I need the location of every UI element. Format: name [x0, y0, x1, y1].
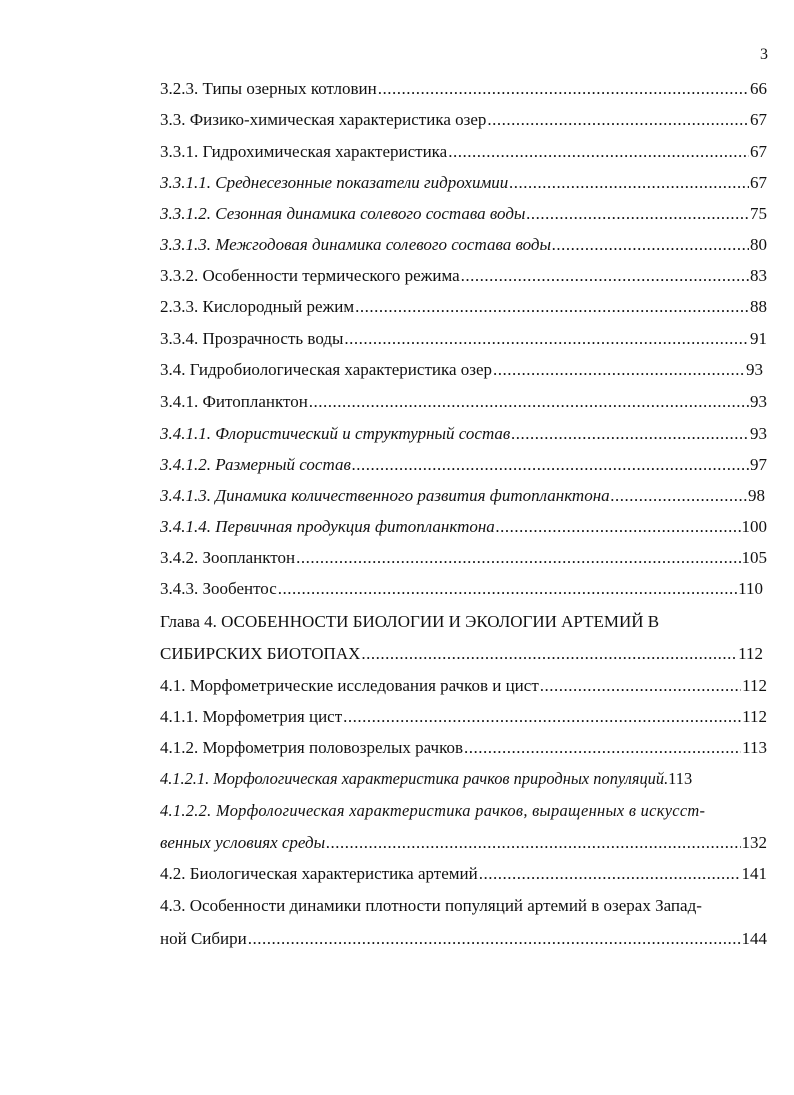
toc-entry-title: 3.3. Физико-химическая характеристика озер [160, 110, 487, 129]
toc-entry-3-3-1-3 [160, 235, 767, 255]
toc-entry-chapter-4-line-1 [160, 612, 767, 632]
toc-entry-page: 93 [750, 424, 767, 443]
dot-leader [378, 79, 749, 99]
toc-entry-title: 2.3.3. Кислородный режим [160, 297, 355, 316]
toc-entry-3-3-1 [160, 142, 767, 162]
toc-entry-4-1 [160, 676, 767, 696]
dot-leader [352, 455, 749, 475]
toc-entry-page: 97 [750, 455, 767, 474]
toc-entry-title: 4.2. Биологическая характеристика артемий [160, 864, 478, 883]
toc-entry-title: 3.4.3. Зообентос [160, 579, 277, 598]
toc-entry-4-1-2-1 [160, 769, 775, 789]
toc-entry-page: 110 [738, 579, 763, 598]
toc-entry-3-4-2 [160, 548, 767, 568]
toc-entry-page: 93 [750, 392, 767, 411]
dot-leader [496, 517, 741, 537]
toc-entry-title: 4.1.2.1. Морфологическая характеристика рачков природных популяций. [160, 769, 669, 788]
toc-entry-title: 3.3.1. Гидрохимическая характеристика [160, 142, 448, 161]
dot-leader [479, 864, 741, 884]
toc-entry-title: 3.4.2. Зоопланктон [160, 548, 296, 567]
dot-leader [326, 833, 740, 853]
dot-leader [487, 110, 749, 130]
toc-entry-3-4-1-1 [160, 424, 767, 444]
toc-entry-3-3-1-2 [160, 204, 767, 224]
dot-leader [296, 548, 740, 568]
toc-entry-page: 66 [750, 79, 767, 98]
toc-entry-4-1-2-2-line-1 [160, 801, 774, 821]
dot-leader [511, 424, 749, 444]
toc-entry-page: 98 [748, 486, 765, 505]
toc-entry-page: 132 [741, 833, 767, 852]
dot-leader [611, 486, 747, 506]
toc-entry-page: 112 [742, 676, 767, 695]
toc-entry-page: 112 [742, 707, 767, 726]
dot-leader [552, 235, 749, 255]
dot-leader [278, 579, 737, 599]
toc-entry-title: 3.4.1.3. Динамика количественного развития фитопланктона [160, 486, 610, 505]
toc-entry-title: ной Сибири [160, 929, 247, 948]
toc-entry-title: 3.4.1. Фитопланктон [160, 392, 308, 411]
toc-entry-page: 67 [750, 142, 767, 161]
toc-entry-4-3-line-2 [160, 929, 767, 949]
toc-entry-title: венных условиях среды [160, 833, 326, 852]
dot-leader [343, 707, 741, 727]
toc-entry-title: 3.3.1.2. Сезонная динамика солевого состава воды [160, 204, 526, 223]
dot-leader [493, 360, 745, 380]
toc-entry-3-4-3 [160, 579, 763, 599]
toc-entry-3-3-2 [160, 266, 767, 286]
toc-entry-title: 3.4.1.2. Размерный состав [160, 455, 351, 474]
toc-entry-title: 4.3. Особенности динамики плотности популяций артемий в озерах Запад- [160, 896, 702, 915]
toc-entry-4-1-2-2-line-2 [160, 833, 767, 853]
toc-entry-title: 3.4.1.4. Первичная продукция фитопланктона [160, 517, 495, 536]
dot-leader [309, 392, 749, 412]
toc-entry-title: 3.4.1.1. Флористический и структурный состав [160, 424, 511, 443]
toc-entry-title: Глава 4. ОСОБЕННОСТИ БИОЛОГИИ И ЭКОЛОГИИ АРТЕМИЙ В [160, 612, 660, 631]
dot-leader [526, 204, 749, 224]
toc-entry-title: 3.3.2. Особенности термического режима [160, 266, 460, 285]
dot-leader [540, 676, 741, 696]
toc-entry-page: 67 [750, 173, 767, 192]
toc-entry-title: 4.1.1. Морфометрия цист [160, 707, 343, 726]
toc-entry-page: 144 [741, 929, 767, 948]
toc-entry-page: 141 [741, 864, 767, 883]
toc-entry-3-3 [160, 110, 767, 130]
toc-entry-title: 3.4. Гидробиологическая характеристика озер [160, 360, 493, 379]
toc-entry-page: 113 [668, 769, 693, 788]
toc-entry-page: 112 [738, 644, 763, 663]
toc-entry-title: 3.2.3. Типы озерных котловин [160, 79, 377, 98]
toc-entry-3-4-1-3 [160, 486, 765, 506]
toc-entry-page: 83 [750, 266, 767, 285]
toc-entry-page: 91 [750, 329, 767, 348]
dot-leader [355, 297, 749, 317]
toc-entry-3-3-4 [160, 329, 767, 349]
dot-leader [248, 929, 741, 949]
toc-entry-title: 3.3.1.1. Среднесезонные показатели гидрохимии [160, 173, 509, 192]
toc-entry-3-3-1-1 [160, 173, 767, 193]
dot-leader [361, 644, 737, 664]
toc-entry-page: 100 [741, 517, 767, 536]
toc-entry-title: 4.1.2. Морфометрия половозрелых рачков [160, 738, 464, 757]
toc-entry-3-4-1-2 [160, 455, 767, 475]
toc-entry-title: 4.1. Морфометрические исследования рачков и цист [160, 676, 539, 695]
toc-entry-4-1-1 [160, 707, 767, 727]
page-number: 3 [760, 46, 768, 63]
toc-entry-title: 3.3.1.3. Межгодовая динамика солевого состава воды [160, 235, 552, 254]
toc-entry-page: 93 [746, 360, 763, 379]
toc-entry-4-2 [160, 864, 767, 884]
toc-entry-title: 4.1.2.2. Морфологическая характеристика рачков, выращенных в искусст- [160, 801, 706, 820]
toc-entry-3-2-3 [160, 79, 767, 99]
dot-leader [509, 173, 749, 193]
toc-entry-page: 80 [750, 235, 767, 254]
toc-entry-4-3-line-1 [160, 896, 767, 916]
toc-entry-3-4 [160, 360, 763, 380]
toc-entry-4-1-2 [160, 738, 767, 758]
toc-entry-chapter-4-line-2 [160, 644, 763, 664]
toc-entry-page: 67 [750, 110, 767, 129]
dot-leader [464, 738, 741, 758]
dot-leader [344, 329, 749, 349]
toc-entry-3-4-1 [160, 392, 767, 412]
toc-entry-page: 105 [741, 548, 767, 567]
dot-leader [461, 266, 749, 286]
dot-leader [448, 142, 749, 162]
toc-entry-page: 88 [750, 297, 767, 316]
toc-entry-page: 75 [750, 204, 767, 223]
toc-entry-title: СИБИРСКИХ БИОТОПАХ [160, 644, 361, 663]
toc-entry-page: 113 [742, 738, 767, 757]
toc-entry-title: 3.3.4. Прозрачность воды [160, 329, 344, 348]
toc-entry-3-4-1-4 [160, 517, 767, 537]
toc-entry-2-3-3 [160, 297, 767, 317]
